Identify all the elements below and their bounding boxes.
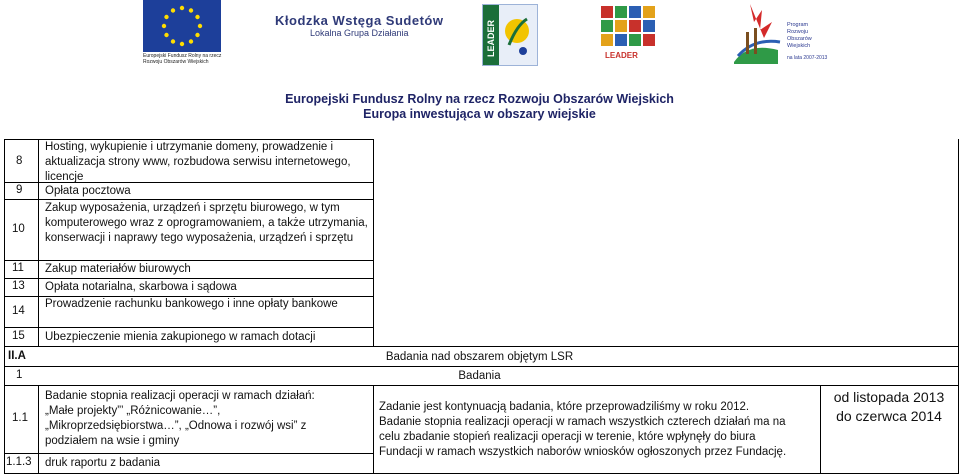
- item-title-line: Badanie stopnia realizacji operacji w ramach działań:: [45, 390, 315, 402]
- item-description-line: Zadanie jest kontynuacją badania, które przeprowadziliśmy w roku 2012.: [379, 401, 750, 413]
- header-line-2: Europa inwestująca w obszary wiejskie: [363, 107, 596, 121]
- row-number: 15: [12, 330, 25, 342]
- item-description-line: celu zbadanie stopień realizacji operacji w terenie, które wpłynęły do biura: [379, 431, 756, 443]
- prow-logo-text: Program Rozwoju Obszarów Wiejskich: [787, 22, 812, 49]
- leader-logo: [482, 4, 538, 66]
- row-number: 13: [12, 280, 25, 292]
- row-text: Opłata notarialna, skarbowa i sądowa: [45, 281, 237, 293]
- row-number: 8: [16, 155, 23, 167]
- item-title: [45, 389, 371, 449]
- item-description: [379, 400, 819, 460]
- row-text: Prowadzenie rachunku bankowego i inne opłaty bankowe: [45, 298, 338, 310]
- item-title-line: „Mikroprzedsiębiorstwa…”, „Odnowa i rozwój wsi” z: [45, 420, 307, 432]
- item-description-line: Badanie stopnia realizacji operacji w ramach wszystkich czterech działań ma na: [379, 416, 786, 428]
- row-number: 9: [16, 184, 23, 196]
- kws-logo-title: Kłodzka Wstęga Sudetów: [275, 13, 444, 28]
- row-number: 14: [12, 305, 25, 317]
- row-text: Opłata pocztowa: [45, 185, 131, 197]
- leader-mosaic-logo: [599, 4, 657, 64]
- eu-flag-logo: [143, 0, 221, 52]
- row-number: 11: [12, 262, 24, 274]
- header-line-1: Europejski Fundusz Rolny na rzecz Rozwoju Obszarów Wiejskich: [285, 92, 674, 106]
- subsection-title: Badania: [458, 370, 501, 382]
- row-text: Zakup materiałów biurowych: [45, 263, 191, 275]
- section-title: Badania nad obszarem objętym LSR: [385, 351, 574, 363]
- kws-logo-subtitle: Lokalna Grupa Działania: [310, 28, 409, 38]
- svg-text:LEADER: LEADER: [486, 19, 496, 57]
- row-text: Hosting, wykupienie i utrzymanie domeny, prowadzenie i aktualizacja strony www, rozbudowa serwisu internetowego, licencje: [45, 141, 351, 183]
- item-number: 1.1: [12, 412, 28, 424]
- svg-text:LEADER: LEADER: [605, 51, 638, 60]
- item-period-end: do czerwca 2014: [836, 408, 942, 424]
- item-number: 1.1.3: [6, 456, 32, 468]
- row-text: Ubezpieczenie mienia zakupionego w ramach dotacji: [45, 331, 316, 343]
- section-number: II.A: [8, 350, 26, 362]
- prow-logo-years: na lata 2007-2013: [787, 55, 828, 61]
- eu-caption: Europejski Fundusz Rolny na rzecz Rozwoju Obszarów Wiejskich: [143, 53, 222, 65]
- row-number: 10: [12, 223, 25, 235]
- item-period-start: od listopada 2013: [833, 389, 945, 405]
- row-text: Zakup wyposażenia, urządzeń i sprzętu biurowego, w tym komputerowego wraz z oprogramowaniem, a także utrzymania, konserwacji i naprawy tego wyposażenia, urządzeń i sprzętu: [45, 202, 368, 244]
- item-description-line: Fundacji w ramach wszystkich naborów wniosków ogłoszonych przez Fundację.: [379, 446, 787, 458]
- subsection-number: 1: [16, 369, 23, 381]
- item-period: [820, 388, 958, 426]
- item-title-line: podziałem na wsie i gminy: [45, 435, 180, 447]
- item-title-line: „Małe projekty”’ „Różnicowanie…”,: [45, 405, 221, 417]
- item-text: druk raportu z badania: [45, 457, 161, 469]
